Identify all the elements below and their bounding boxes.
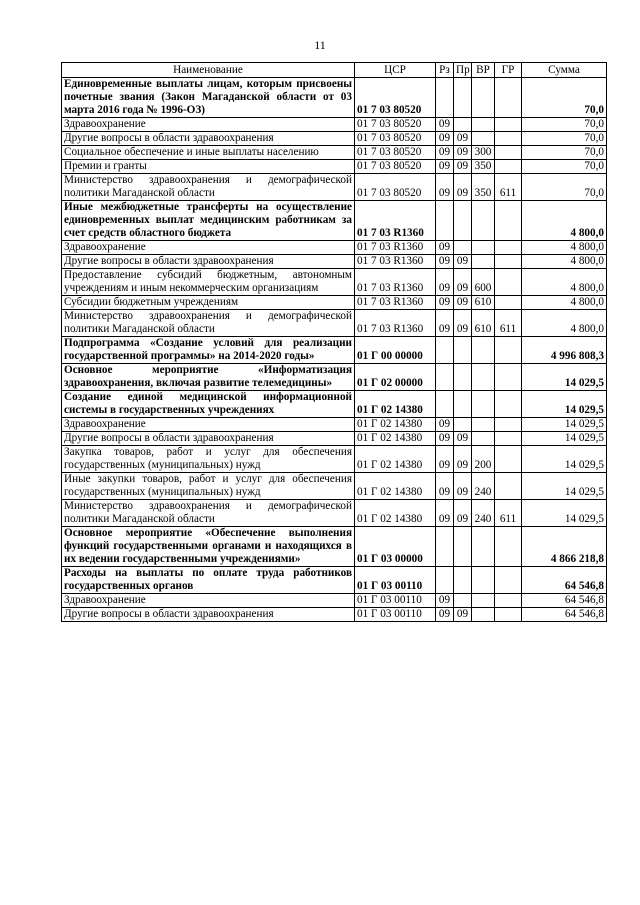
cell-pr: 09 bbox=[454, 132, 472, 146]
cell-name: Другие вопросы в области здравоохранения bbox=[62, 432, 355, 446]
table-row bbox=[62, 500, 607, 527]
cell-pr: 09 bbox=[454, 160, 472, 174]
cell-vr bbox=[472, 118, 495, 132]
cell-rz: 09 bbox=[436, 146, 454, 160]
cell-csr: 01 7 03 R1360 bbox=[355, 255, 436, 269]
table-row bbox=[62, 594, 607, 608]
cell-pr bbox=[454, 391, 472, 418]
cell-gr bbox=[495, 132, 522, 146]
cell-gr bbox=[495, 296, 522, 310]
cell-csr: 01 7 03 R1360 bbox=[355, 296, 436, 310]
cell-sum: 14 029,5 bbox=[522, 391, 607, 418]
cell-sum: 70,0 bbox=[522, 160, 607, 174]
cell-csr: 01 Г 02 00000 bbox=[355, 364, 436, 391]
cell-pr: 09 bbox=[454, 500, 472, 527]
cell-sum: 14 029,5 bbox=[522, 418, 607, 432]
cell-sum: 4 800,0 bbox=[522, 296, 607, 310]
cell-vr bbox=[472, 432, 495, 446]
table-row bbox=[62, 608, 607, 622]
cell-name: Иные закупки товаров, работ и услуг для обеспечения государственных (муниципальных) нужд bbox=[62, 473, 355, 500]
cell-vr bbox=[472, 567, 495, 594]
cell-rz: 09 bbox=[436, 269, 454, 296]
cell-vr: 350 bbox=[472, 174, 495, 201]
table-row bbox=[62, 269, 607, 296]
cell-pr: 09 bbox=[454, 296, 472, 310]
table-row bbox=[62, 241, 607, 255]
cell-vr bbox=[472, 364, 495, 391]
cell-pr: 09 bbox=[454, 146, 472, 160]
table-row bbox=[62, 446, 607, 473]
cell-sum: 14 029,5 bbox=[522, 473, 607, 500]
table-row bbox=[62, 418, 607, 432]
cell-name: Создание единой медицинской информационной системы в государственных учреждениях bbox=[62, 391, 355, 418]
cell-sum: 14 029,5 bbox=[522, 432, 607, 446]
table-row bbox=[62, 310, 607, 337]
cell-csr: 01 7 03 80520 bbox=[355, 146, 436, 160]
cell-name: Иные межбюджетные трансферты на осуществление единовременных выплат медицинским работникам за счет средств областного бюджета bbox=[62, 201, 355, 241]
table-row bbox=[62, 118, 607, 132]
cell-gr bbox=[495, 337, 522, 364]
table-row bbox=[62, 473, 607, 500]
cell-rz: 09 bbox=[436, 432, 454, 446]
cell-csr: 01 7 03 80520 bbox=[355, 174, 436, 201]
cell-rz bbox=[436, 391, 454, 418]
cell-sum: 70,0 bbox=[522, 174, 607, 201]
cell-sum: 64 546,8 bbox=[522, 608, 607, 622]
cell-vr: 600 bbox=[472, 269, 495, 296]
cell-name: Единовременные выплаты лицам, которым присвоены почетные звания (Закон Магаданской области от 03 марта 2016 года № 1996-ОЗ) bbox=[62, 78, 355, 118]
cell-gr bbox=[495, 78, 522, 118]
table-row bbox=[62, 78, 607, 118]
cell-pr bbox=[454, 418, 472, 432]
column-header-name: Наименование bbox=[62, 63, 355, 78]
cell-gr bbox=[495, 432, 522, 446]
cell-rz bbox=[436, 201, 454, 241]
cell-vr bbox=[472, 391, 495, 418]
cell-vr: 350 bbox=[472, 160, 495, 174]
column-header-sum: Сумма bbox=[522, 63, 607, 78]
cell-gr bbox=[495, 567, 522, 594]
cell-rz: 09 bbox=[436, 160, 454, 174]
cell-name: Субсидии бюджетным учреждениям bbox=[62, 296, 355, 310]
cell-sum: 4 800,0 bbox=[522, 201, 607, 241]
cell-name: Основное мероприятие «Обеспечение выполнения функций государственными органами и находящихся в их ведении государственными учреждениями» bbox=[62, 527, 355, 567]
cell-csr: 01 7 03 80520 bbox=[355, 160, 436, 174]
cell-gr: 611 bbox=[495, 310, 522, 337]
cell-rz: 09 bbox=[436, 594, 454, 608]
cell-pr bbox=[454, 337, 472, 364]
cell-rz: 09 bbox=[436, 473, 454, 500]
cell-sum: 4 996 808,3 bbox=[522, 337, 607, 364]
cell-rz bbox=[436, 364, 454, 391]
cell-sum: 4 800,0 bbox=[522, 241, 607, 255]
cell-gr bbox=[495, 160, 522, 174]
cell-pr bbox=[454, 241, 472, 255]
cell-name: Предоставление субсидий бюджетным, автономным учреждениям и иным некоммерческим организациям bbox=[62, 269, 355, 296]
cell-name: Министерство здравоохранения и демографической политики Магаданской области bbox=[62, 500, 355, 527]
table-row bbox=[62, 255, 607, 269]
cell-rz: 09 bbox=[436, 500, 454, 527]
cell-gr bbox=[495, 527, 522, 567]
cell-vr: 300 bbox=[472, 146, 495, 160]
column-header-gr: ГР bbox=[495, 63, 522, 78]
cell-vr bbox=[472, 418, 495, 432]
cell-csr: 01 Г 03 00110 bbox=[355, 608, 436, 622]
cell-vr bbox=[472, 241, 495, 255]
cell-name: Расходы на выплаты по оплате труда работников государственных органов bbox=[62, 567, 355, 594]
cell-vr bbox=[472, 337, 495, 364]
cell-rz: 09 bbox=[436, 310, 454, 337]
cell-csr: 01 7 03 R1360 bbox=[355, 201, 436, 241]
cell-name: Другие вопросы в области здравоохранения bbox=[62, 255, 355, 269]
cell-rz bbox=[436, 527, 454, 567]
table-header-row bbox=[62, 63, 607, 78]
cell-gr bbox=[495, 146, 522, 160]
cell-rz: 09 bbox=[436, 241, 454, 255]
cell-rz bbox=[436, 78, 454, 118]
cell-pr bbox=[454, 118, 472, 132]
cell-rz bbox=[436, 567, 454, 594]
cell-pr: 09 bbox=[454, 255, 472, 269]
cell-csr: 01 Г 03 00110 bbox=[355, 567, 436, 594]
cell-vr: 610 bbox=[472, 296, 495, 310]
cell-sum: 14 029,5 bbox=[522, 446, 607, 473]
column-header-vr: ВР bbox=[472, 63, 495, 78]
cell-pr: 09 bbox=[454, 174, 472, 201]
cell-sum: 14 029,5 bbox=[522, 500, 607, 527]
cell-gr bbox=[495, 391, 522, 418]
cell-name: Здравоохранение bbox=[62, 594, 355, 608]
cell-gr bbox=[495, 255, 522, 269]
column-header-pr: Пр bbox=[454, 63, 472, 78]
cell-sum: 64 546,8 bbox=[522, 567, 607, 594]
cell-csr: 01 7 03 80520 bbox=[355, 118, 436, 132]
cell-name: Другие вопросы в области здравоохранения bbox=[62, 132, 355, 146]
cell-gr bbox=[495, 364, 522, 391]
cell-vr bbox=[472, 78, 495, 118]
cell-name: Здравоохранение bbox=[62, 418, 355, 432]
cell-rz: 09 bbox=[436, 174, 454, 201]
table-row bbox=[62, 146, 607, 160]
cell-gr: 611 bbox=[495, 174, 522, 201]
table-row bbox=[62, 174, 607, 201]
cell-rz: 09 bbox=[436, 608, 454, 622]
cell-sum: 4 800,0 bbox=[522, 269, 607, 296]
cell-pr: 09 bbox=[454, 473, 472, 500]
cell-gr bbox=[495, 446, 522, 473]
page-number: 11 bbox=[314, 38, 326, 52]
cell-pr: 09 bbox=[454, 446, 472, 473]
cell-pr bbox=[454, 201, 472, 241]
cell-vr bbox=[472, 594, 495, 608]
cell-csr: 01 7 03 R1360 bbox=[355, 241, 436, 255]
cell-gr bbox=[495, 201, 522, 241]
table-row bbox=[62, 567, 607, 594]
cell-sum: 64 546,8 bbox=[522, 594, 607, 608]
cell-vr bbox=[472, 608, 495, 622]
cell-name: Подпрограмма «Создание условий для реализации государственной программы» на 2014-2020 годы» bbox=[62, 337, 355, 364]
cell-vr: 240 bbox=[472, 500, 495, 527]
cell-rz: 09 bbox=[436, 118, 454, 132]
table-row bbox=[62, 337, 607, 364]
cell-name: Закупка товаров, работ и услуг для обеспечения государственных (муниципальных) нужд bbox=[62, 446, 355, 473]
cell-name: Министерство здравоохранения и демографической политики Магаданской области bbox=[62, 310, 355, 337]
cell-name: Другие вопросы в области здравоохранения bbox=[62, 608, 355, 622]
cell-pr bbox=[454, 594, 472, 608]
cell-sum: 70,0 bbox=[522, 132, 607, 146]
cell-pr bbox=[454, 527, 472, 567]
cell-name: Основное мероприятие «Информатизация здравоохранения, включая развитие телемедицины» bbox=[62, 364, 355, 391]
table-row bbox=[62, 527, 607, 567]
cell-vr bbox=[472, 201, 495, 241]
cell-name: Социальное обеспечение и иные выплаты населению bbox=[62, 146, 355, 160]
cell-name: Премии и гранты bbox=[62, 160, 355, 174]
cell-gr bbox=[495, 269, 522, 296]
cell-sum: 4 800,0 bbox=[522, 255, 607, 269]
cell-csr: 01 7 03 80520 bbox=[355, 132, 436, 146]
cell-csr: 01 Г 02 14380 bbox=[355, 446, 436, 473]
table-body bbox=[62, 78, 607, 622]
cell-csr: 01 7 03 80520 bbox=[355, 78, 436, 118]
budget-table bbox=[61, 62, 607, 622]
cell-sum: 4 800,0 bbox=[522, 310, 607, 337]
table-row bbox=[62, 432, 607, 446]
cell-sum: 70,0 bbox=[522, 146, 607, 160]
cell-name: Министерство здравоохранения и демографической политики Магаданской области bbox=[62, 174, 355, 201]
cell-pr bbox=[454, 567, 472, 594]
cell-rz bbox=[436, 337, 454, 364]
cell-rz: 09 bbox=[436, 446, 454, 473]
cell-vr bbox=[472, 255, 495, 269]
table-row bbox=[62, 132, 607, 146]
cell-pr: 09 bbox=[454, 608, 472, 622]
cell-rz: 09 bbox=[436, 255, 454, 269]
table-row bbox=[62, 391, 607, 418]
cell-pr bbox=[454, 78, 472, 118]
cell-csr: 01 Г 00 00000 bbox=[355, 337, 436, 364]
cell-gr bbox=[495, 608, 522, 622]
cell-rz: 09 bbox=[436, 418, 454, 432]
cell-vr bbox=[472, 527, 495, 567]
cell-name: Здравоохранение bbox=[62, 118, 355, 132]
table-row bbox=[62, 201, 607, 241]
cell-csr: 01 Г 02 14380 bbox=[355, 418, 436, 432]
cell-gr bbox=[495, 418, 522, 432]
cell-pr: 09 bbox=[454, 310, 472, 337]
cell-sum: 70,0 bbox=[522, 78, 607, 118]
cell-gr: 611 bbox=[495, 500, 522, 527]
table-row bbox=[62, 296, 607, 310]
cell-csr: 01 Г 03 00000 bbox=[355, 527, 436, 567]
cell-gr bbox=[495, 594, 522, 608]
cell-pr: 09 bbox=[454, 432, 472, 446]
cell-csr: 01 Г 02 14380 bbox=[355, 500, 436, 527]
cell-csr: 01 Г 02 14380 bbox=[355, 432, 436, 446]
cell-csr: 01 7 03 R1360 bbox=[355, 269, 436, 296]
cell-vr: 610 bbox=[472, 310, 495, 337]
column-header-csr: ЦСР bbox=[355, 63, 436, 78]
cell-sum: 14 029,5 bbox=[522, 364, 607, 391]
cell-sum: 4 866 218,8 bbox=[522, 527, 607, 567]
cell-csr: 01 Г 02 14380 bbox=[355, 391, 436, 418]
cell-vr: 240 bbox=[472, 473, 495, 500]
cell-csr: 01 Г 02 14380 bbox=[355, 473, 436, 500]
cell-sum: 70,0 bbox=[522, 118, 607, 132]
cell-vr bbox=[472, 132, 495, 146]
cell-rz: 09 bbox=[436, 296, 454, 310]
table-row bbox=[62, 160, 607, 174]
cell-pr: 09 bbox=[454, 269, 472, 296]
cell-gr bbox=[495, 241, 522, 255]
cell-csr: 01 7 03 R1360 bbox=[355, 310, 436, 337]
cell-name: Здравоохранение bbox=[62, 241, 355, 255]
table-row bbox=[62, 364, 607, 391]
cell-rz: 09 bbox=[436, 132, 454, 146]
cell-gr bbox=[495, 473, 522, 500]
cell-gr bbox=[495, 118, 522, 132]
cell-vr: 200 bbox=[472, 446, 495, 473]
column-header-rz: Рз bbox=[436, 63, 454, 78]
cell-csr: 01 Г 03 00110 bbox=[355, 594, 436, 608]
cell-pr bbox=[454, 364, 472, 391]
